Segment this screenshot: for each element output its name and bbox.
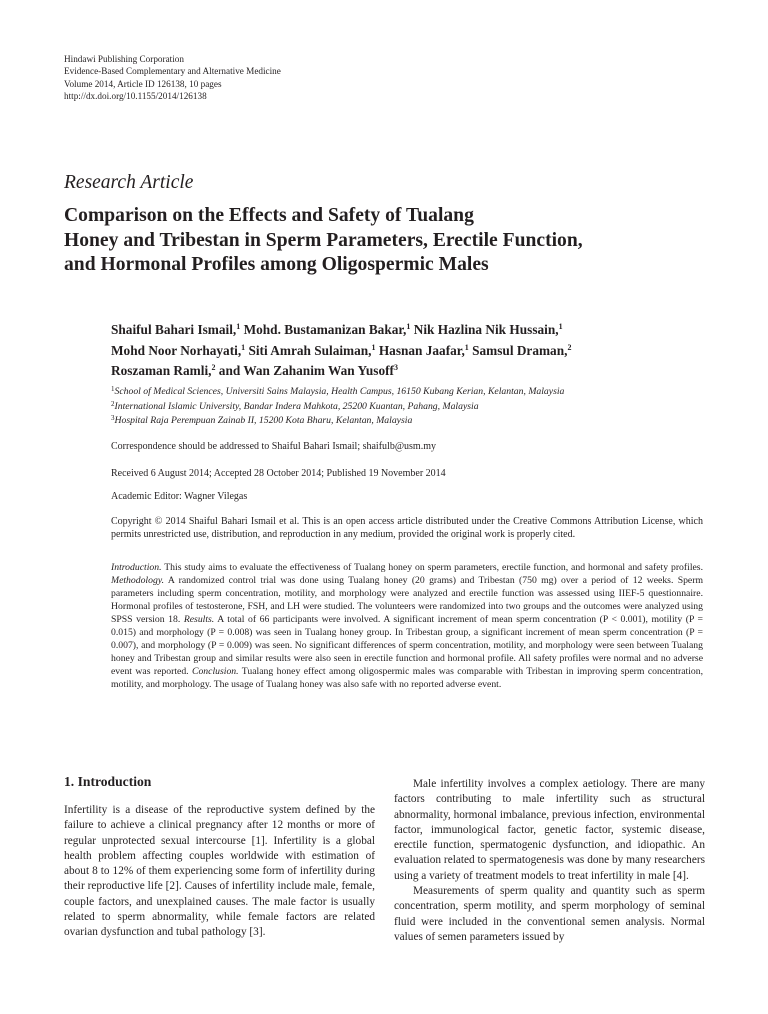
affiliation-number: 3 (111, 414, 115, 423)
abstract (111, 561, 703, 691)
author-name: Mohd. Bustamanizan Bakar, (243, 322, 407, 337)
abstract-results-text: A total of 66 participants were involved. A significant increment of mean sperm concentration (P < 0.001), motility (P = 0.015) and morphology (P = 0.008) was seen in Tualang honey group. In Tribestan group, a significant increment of mean sperm concentration (P = 0.007), and morphology (P = 0.009) was seen. No significant differences of sperm concentration, motility, and morphology were seen between Tualang honey and Tribestan group and similar results were also seen in erectile function and hormonal profile. All safety profiles were normal and no adverse event was reported. (111, 614, 703, 678)
author-affiliation-ref: 1 (241, 342, 246, 352)
publication-dates: Received 6 August 2014; Accepted 28 October 2014; Published 19 November 2014 (111, 468, 446, 479)
abstract-intro-text: This study aims to evaluate the effectiveness of Tualang honey on sperm parameters, erectile function, and hormonal and safety profiles. (161, 562, 703, 573)
doi-link[interactable]: http://dx.doi.org/10.1155/2014/126138 (64, 91, 207, 102)
author-name: Mohd Noor Norhayati, (111, 342, 242, 358)
abstract-methodology-text: A randomized control trial was done using Tualang honey (20 grams) and Tribestan (750 mg) over a period of 12 weeks. Sperm parameters including sperm concentration, motility, and morphology were analyzed and erectile function was assessed using IIEF-5 questionnaire. Hormonal profiles of testosterone, FSH, and LH were studied. The volunteers were randomized into two groups and the outcomes were analyzed using SPSS version 18. (111, 575, 703, 626)
publisher-name: Hindawi Publishing Corporation (64, 54, 184, 64)
section-heading: 1. Introduction (64, 774, 152, 789)
affiliation-number: 1 (111, 385, 115, 393)
right-column (394, 777, 705, 945)
author-affiliation-ref: 1 (558, 322, 563, 331)
author-name: Nik Hazlina Nik Hussain, (413, 322, 559, 337)
author-affiliation-ref: 2 (567, 342, 572, 352)
author-name: and Wan Zahanim Wan Yusoff (218, 363, 394, 378)
affiliation-text: School of Medical Sciences, Universiti Sains Malaysia, Health Campus, 16150 Kubang Kerian, Kelantan, Malaysia (114, 386, 565, 397)
author-name: Hasnan Jaafar, (378, 342, 465, 358)
academic-editor: Academic Editor: Wagner Vilegas (111, 491, 248, 502)
author-affiliation-ref: 1 (406, 322, 411, 331)
abstract-results-label: Results. (183, 614, 215, 626)
author-name: Samsul Draman, (472, 342, 568, 358)
body-paragraph: Measurements of sperm quality and quantity such as sperm concentration, sperm motility, and sperm morphology of seminal fluid were included in the conventional semen analysis. Normal values of semen parameters issued by (394, 885, 705, 943)
article-type: Research Article (64, 172, 194, 193)
title-line: Comparison on the Effects and Safety of Tualang (64, 205, 474, 226)
affiliation-list (111, 385, 703, 429)
author-affiliation-ref: 1 (371, 342, 376, 352)
affiliation-number: 2 (111, 399, 115, 408)
title-line: Honey and Tribestan in Sperm Parameters, Erectile Function, (64, 229, 583, 251)
author-affiliation-ref: 1 (236, 322, 241, 331)
publication-info (64, 53, 281, 103)
author-name: Shaiful Bahari Ismail, (111, 322, 237, 337)
abstract-intro-label: Introduction. (111, 562, 162, 573)
author-list (111, 320, 703, 382)
author-affiliation-ref: 1 (464, 342, 469, 352)
abstract-conclusion-label: Conclusion. (192, 666, 239, 678)
affiliation (111, 400, 703, 415)
copyright-notice: Copyright © 2014 Shaiful Bahari Ismail et al. This is an open access article distributed under the Creative Commons Attribution License, which permits unrestricted use, distribution, and reproduction in any medium, provided the original work is properly cited. (111, 516, 703, 540)
affiliation (111, 414, 703, 429)
affiliation-text: International Islamic University, Bandar Indera Mahkota, 25200 Kuantan, Pahang, Malaysia (114, 400, 479, 412)
author-name: Roszaman Ramli, (111, 363, 212, 378)
journal-name: Evidence-Based Complementary and Alternative Medicine (64, 66, 281, 77)
author-affiliation-ref: 2 (211, 363, 216, 372)
author-affiliation-ref: 3 (393, 363, 398, 372)
body-paragraph: Infertility is a disease of the reproductive system defined by the failure to achieve a clinical pregnancy after 12 months or more of regular unprotected sexual intercourse [1]. Infertility is a global health problem affecting couples worldwide with estimation of about 8 to 12% of them experiencing some form of infertility during their reproductive life [2]. Causes of infertility include male, female, couple factors, and unexplained causes. The male factor is usually related to sperm abnormality, while female factors are related ovarian dysfunction and tubal pathology [3]. (64, 804, 375, 939)
author-name: Siti Amrah Sulaiman, (248, 342, 372, 358)
volume-info: Volume 2014, Article ID 126138, 10 pages (64, 78, 222, 89)
correspondence: Correspondence should be addressed to Shaiful Bahari Ismail; shaifulb@usm.my (111, 441, 436, 452)
body-paragraph: Male infertility involves a complex aetiology. There are many factors contributing to male infertility such as structural abnormality, hormonal imbalance, previous infection, environmental factor, immunological factor, genetic factor, systemic disease, erectile function, spermatogenic dysfunction, and idiopathic. An evaluation related to spermatogenesis was done by many researchers using a variety of treatment models to treat infertility in male [4]. (394, 778, 705, 882)
article-title (64, 204, 724, 278)
affiliation-text: Hospital Raja Perempuan Zainab II, 15200 Kota Bharu, Kelantan, Malaysia (114, 415, 413, 427)
abstract-conclusion-text: Tualang honey effect among oligospermic males was comparable with Tribestan in improving sperm concentration, motility, and morphology. The usage of Tualang honey was also safe with no reported adverse event. (111, 666, 703, 691)
affiliation (111, 385, 703, 400)
abstract-methodology-label: Methodology. (111, 575, 165, 587)
left-column (64, 774, 375, 941)
title-line: and Hormonal Profiles among Oligospermic Males (64, 254, 489, 275)
